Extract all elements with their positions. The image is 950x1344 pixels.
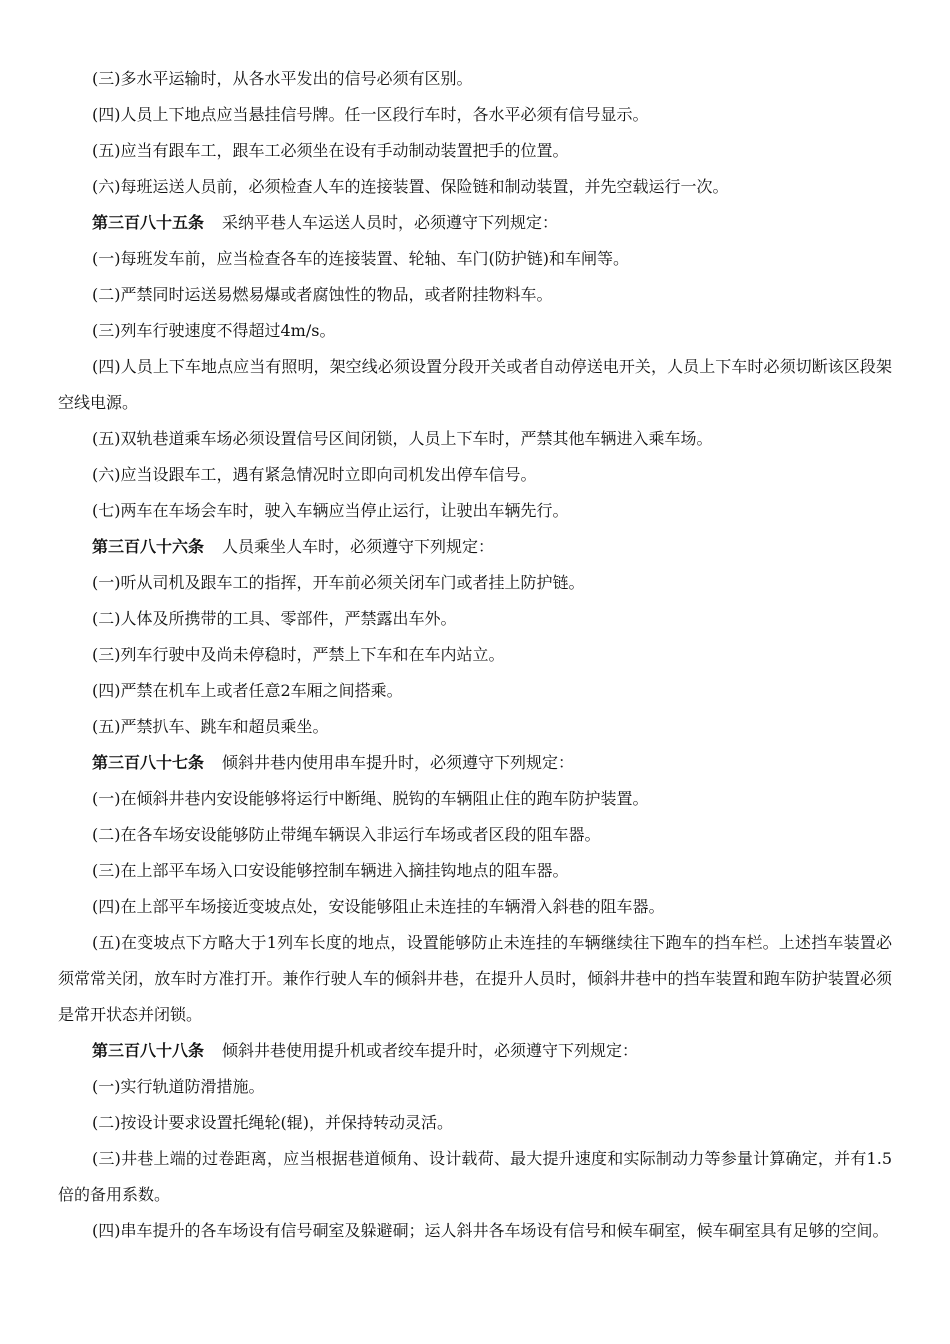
paragraph-text: (四)人员上下车地点应当有照明，架空线必须设置分段开关或者自动停送电开关，人员上下车时必须切断该区段架空线电源。 xyxy=(58,357,892,412)
paragraph-text: (六)应当设跟车工，遇有紧急情况时立即向司机发出停车信号。 xyxy=(92,465,537,484)
paragraph-text: (一)听从司机及跟车工的指挥，开车前必须关闭车门或者挂上防护链。 xyxy=(92,573,585,592)
clause-paragraph xyxy=(58,61,892,97)
clause-paragraph xyxy=(58,421,892,457)
clause-paragraph xyxy=(58,889,892,925)
paragraph-text: (四)串车提升的各车场设有信号硐室及躲避硐；运人斜井各车场设有信号和候车硐室，候车硐室具有足够的空间。 xyxy=(92,1221,889,1240)
clause-paragraph xyxy=(58,781,892,817)
paragraph-text: 人员乘坐人车时，必须遵守下列规定： xyxy=(222,537,495,556)
clause-paragraph xyxy=(58,169,892,205)
clause-paragraph xyxy=(58,277,892,313)
clause-paragraph xyxy=(58,493,892,529)
paragraph-text: (五)应当有跟车工，跟车工必须坐在设有手动制动装置把手的位置。 xyxy=(92,141,569,160)
clause-paragraph xyxy=(58,1141,892,1213)
paragraph-text: (二)在各车场安设能够防止带绳车辆误入非运行车场或者区段的阻车器。 xyxy=(92,825,601,844)
clause-paragraph xyxy=(58,637,892,673)
paragraph-text: (五)严禁扒车、跳车和超员乘坐。 xyxy=(92,717,329,736)
paragraph-text: 采纳平巷人车运送人员时，必须遵守下列规定： xyxy=(222,213,559,232)
clause-paragraph xyxy=(58,349,892,421)
clause-paragraph xyxy=(58,241,892,277)
paragraph-text: (五)在变坡点下方略大于1列车长度的地点，设置能够防止未连挂的车辆继续往下跑车的挡车栏。上述挡车装置必须常常关闭，放车时方准打开。兼作行驶人车的倾斜井巷，在提升人员时，倾斜井巷中的挡车装置和跑车防护装置必须是常开状态并闭锁。 xyxy=(58,933,892,1024)
clause-paragraph xyxy=(58,313,892,349)
clause-paragraph xyxy=(58,673,892,709)
document-body xyxy=(58,61,892,1249)
paragraph-text: (二)人体及所携带的工具、零部件，严禁露出车外。 xyxy=(92,609,457,628)
paragraph-text: (七)两车在车场会车时，驶入车辆应当停止运行，让驶出车辆先行。 xyxy=(92,501,569,520)
article-paragraph xyxy=(58,205,892,241)
paragraph-text: (一)在倾斜井巷内安设能够将运行中断绳、脱钩的车辆阻止住的跑车防护装置。 xyxy=(92,789,649,808)
article-paragraph xyxy=(58,529,892,565)
clause-paragraph xyxy=(58,853,892,889)
article-number: 第三百八十六条 xyxy=(92,537,205,556)
paragraph-text: (六)每班运送人员前，必须检查人车的连接装置、保险链和制动装置，并先空载运行一次。 xyxy=(92,177,729,196)
paragraph-text: (一)实行轨道防滑措施。 xyxy=(92,1077,265,1096)
paragraph-text: (四)严禁在机车上或者任意2车厢之间搭乘。 xyxy=(92,681,403,700)
paragraph-text: (三)列车行驶中及尚未停稳时，严禁上下车和在车内站立。 xyxy=(92,645,505,664)
clause-paragraph xyxy=(58,457,892,493)
paragraph-text: (三)在上部平车场入口安设能够控制车辆进入摘挂钩地点的阻车器。 xyxy=(92,861,569,880)
paragraph-text: (二)严禁同时运送易燃易爆或者腐蚀性的物品，或者附挂物料车。 xyxy=(92,285,553,304)
clause-paragraph xyxy=(58,97,892,133)
paragraph-text: (五)双轨巷道乘车场必须设置信号区间闭锁，人员上下车时，严禁其他车辆进入乘车场。 xyxy=(92,429,713,448)
paragraph-text: (三)井巷上端的过卷距离，应当根据巷道倾角、设计载荷、最大提升速度和实际制动力等参量计算确定，并有1.5倍的备用系数。 xyxy=(58,1149,892,1204)
paragraph-text: (四)在上部平车场接近变坡点处，安设能够阻止未连挂的车辆滑入斜巷的阻车器。 xyxy=(92,897,665,916)
clause-paragraph xyxy=(58,925,892,1033)
clause-paragraph xyxy=(58,133,892,169)
clause-paragraph xyxy=(58,601,892,637)
paragraph-text: (一)每班发车前，应当检查各车的连接装置、轮轴、车门(防护链)和车闸等。 xyxy=(92,249,629,268)
paragraph-text: 倾斜井巷内使用串车提升时，必须遵守下列规定： xyxy=(222,753,575,772)
clause-paragraph xyxy=(58,817,892,853)
clause-paragraph xyxy=(58,565,892,601)
paragraph-text: (三)多水平运输时，从各水平发出的信号必须有区别。 xyxy=(92,69,473,88)
clause-paragraph xyxy=(58,709,892,745)
clause-paragraph xyxy=(58,1069,892,1105)
article-paragraph xyxy=(58,1033,892,1069)
article-number: 第三百八十五条 xyxy=(92,213,205,232)
article-number: 第三百八十八条 xyxy=(92,1041,205,1060)
paragraph-text: (二)按设计要求设置托绳轮(辊)，并保持转动灵活。 xyxy=(92,1113,453,1132)
paragraph-text: (三)列车行驶速度不得超过4m/s。 xyxy=(92,321,336,340)
clause-paragraph xyxy=(58,1105,892,1141)
paragraph-text: (四)人员上下地点应当悬挂信号牌。任一区段行车时，各水平必须有信号显示。 xyxy=(92,105,649,124)
article-paragraph xyxy=(58,745,892,781)
paragraph-text: 倾斜井巷使用提升机或者绞车提升时，必须遵守下列规定： xyxy=(222,1041,639,1060)
article-number: 第三百八十七条 xyxy=(92,753,205,772)
clause-paragraph xyxy=(58,1213,892,1249)
